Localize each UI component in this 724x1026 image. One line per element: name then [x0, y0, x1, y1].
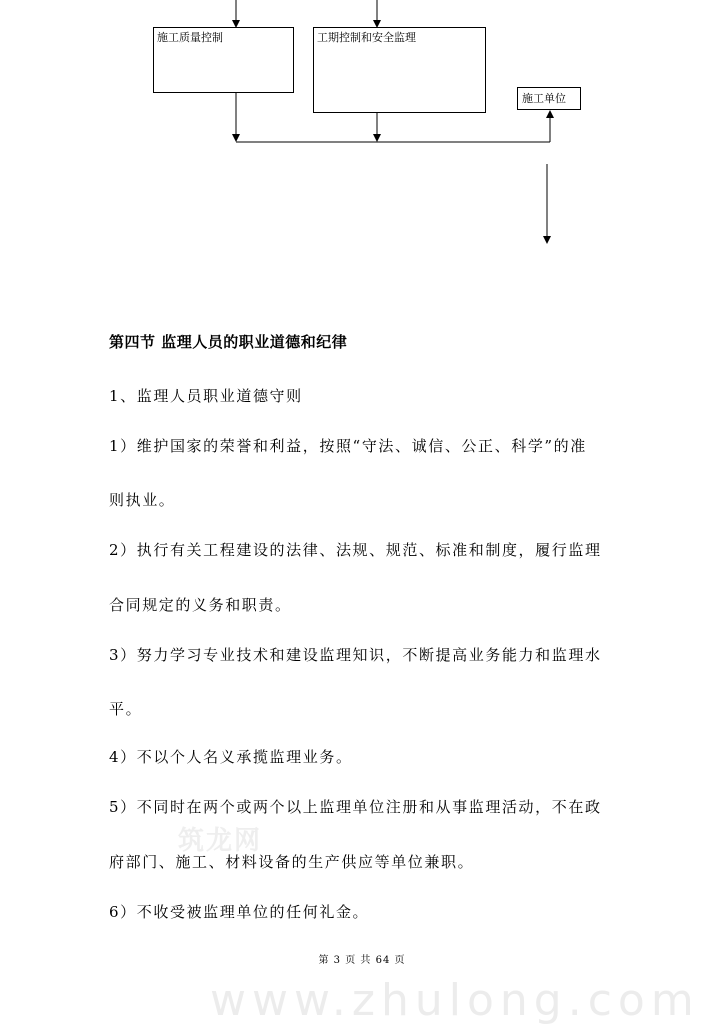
paragraph-2-line-2: 合同规定的义务和职责。: [109, 596, 292, 614]
box-schedule-safety: 工期控制和安全监理: [313, 27, 486, 113]
paragraph-5-line-2: 府部门、施工、材料设备的生产供应等单位兼职。: [109, 853, 475, 871]
paragraph-2-line-1: 2）执行有关工程建设的法律、法规、规范、标准和制度，履行监理: [109, 541, 602, 559]
paragraph-6-line-1: 6）不收受被监理单位的任何礼金。: [109, 903, 370, 921]
paragraph-3-line-1: 3）努力学习专业技术和建设监理知识，不断提高业务能力和监理水: [109, 646, 602, 664]
box-quality-control: 施工质量控制: [153, 27, 294, 93]
watermark-logo-text: 筑龙网: [178, 826, 263, 856]
watermark-url: www.zhulong.com: [210, 975, 700, 1026]
paragraph-1-line-2: 则执业。: [109, 491, 176, 509]
item-title: 1、监理人员职业道德守则: [109, 387, 303, 405]
flow-diagram: [0, 0, 724, 260]
paragraph-3-line-2: 平。: [109, 700, 143, 718]
paragraph-4-line-1: 4）不以个人名义承揽监理业务。: [109, 748, 353, 766]
page-footer: 第 3 页 共 64 页: [318, 955, 406, 966]
box-contractor: 施工单位: [517, 87, 581, 110]
section-heading: 第四节 监理人员的职业道德和纪律: [109, 333, 348, 351]
paragraph-5-line-1: 5）不同时在两个或两个以上监理单位注册和从事监理活动，不在政: [109, 798, 602, 816]
paragraph-1-line-1: 1）维护国家的荣誉和利益，按照“守法、诚信、公正、科学”的准: [109, 437, 587, 455]
